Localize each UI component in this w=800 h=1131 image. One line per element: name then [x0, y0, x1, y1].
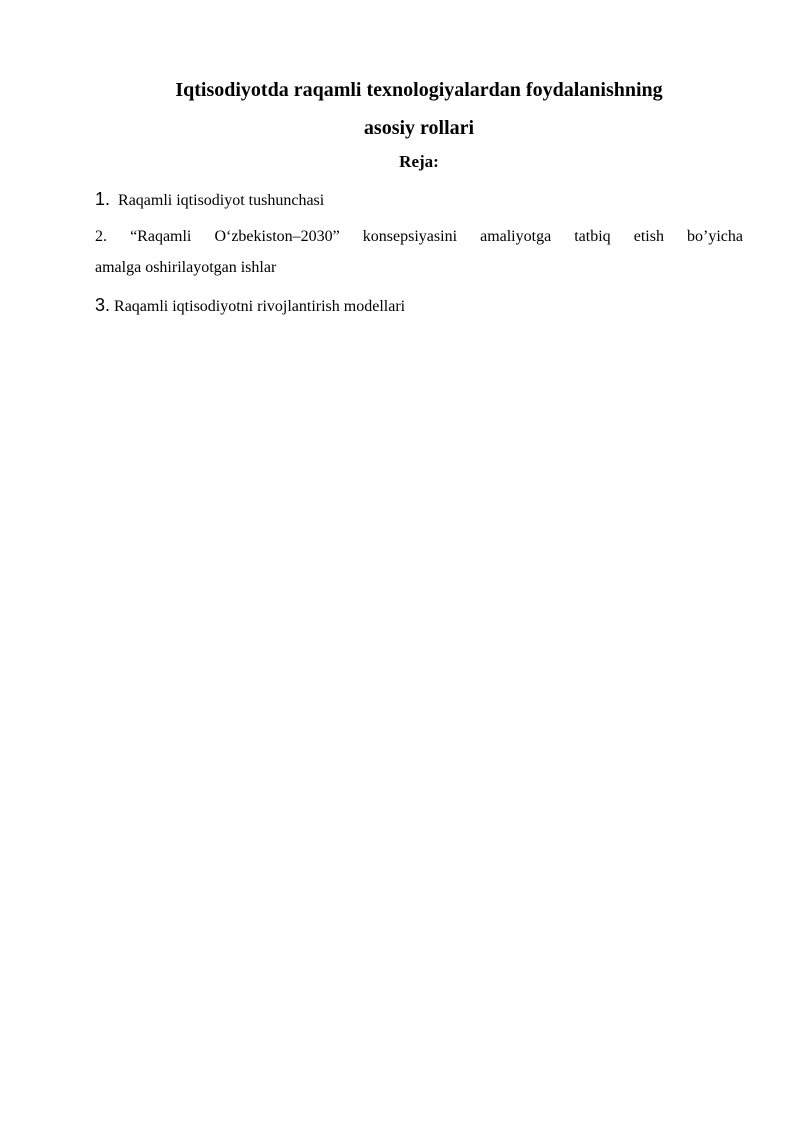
- document-title-line-1: Iqtisodiyotda raqamli texnologiyalardan foydalanishning: [175, 79, 663, 101]
- plan-heading: Reja:: [399, 152, 439, 171]
- plan-item-number: 1.: [95, 189, 111, 209]
- document-title-line-2: asosiy rollari: [363, 117, 475, 139]
- plan-item-1: [95, 184, 743, 216]
- plan-item-2: [95, 221, 743, 283]
- plan-item-text-line-2: amalga oshirilayotgan ishlar: [95, 259, 277, 276]
- plan-item-text-line-1: “Raqamli O‘zbekiston–2030” konsepsiyasini amaliyotga tatbiq etish bo’yicha: [130, 228, 743, 245]
- plan-item-number: 3.: [95, 295, 111, 315]
- plan-item-2-line-1: [95, 221, 743, 252]
- plan-item-text: Raqamli iqtisodiyot tushunchasi: [118, 192, 325, 209]
- plan-item-3: [95, 290, 743, 322]
- plan-item-number: 2.: [95, 228, 107, 245]
- plan-item-text: Raqamli iqtisodiyotni rivojlantirish modellari: [114, 298, 406, 315]
